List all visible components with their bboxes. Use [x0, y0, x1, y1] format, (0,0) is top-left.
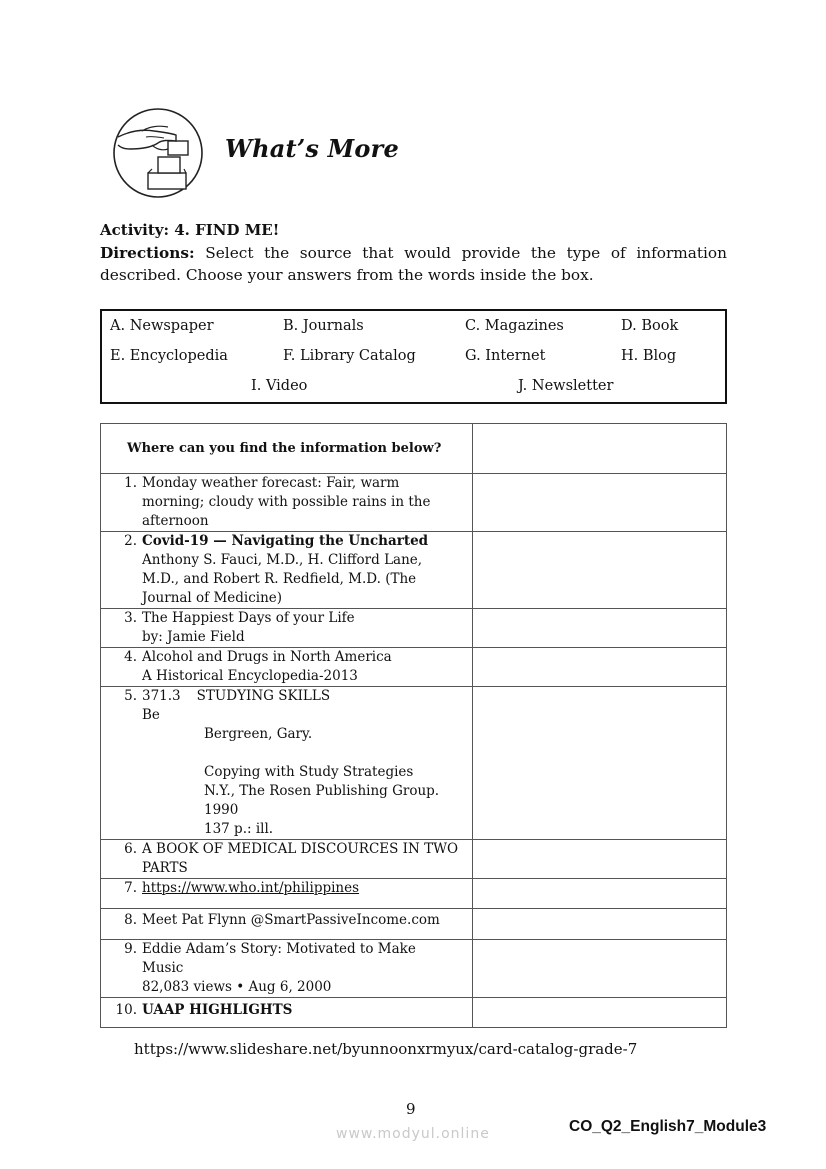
item-text: Music [142, 960, 184, 976]
choice-j: J. Newsletter [518, 378, 614, 394]
choice-b: B. Journals [283, 318, 364, 334]
call-number: 371.3 [142, 688, 181, 704]
item-number: 4. [124, 649, 137, 665]
module-code: CO_Q2_English7_Module3 [569, 1118, 767, 1135]
item-text: morning; cloudy with possible rains in the [142, 494, 431, 510]
table-row [101, 687, 727, 840]
source-url: https://www.slideshare.net/byunnoonxrmyux/card-catalog-grade-7 [134, 1040, 638, 1058]
activity-label: Activity: 4. FIND ME! [100, 221, 280, 239]
watermark: www.modyul.online [336, 1126, 490, 1142]
choice-f: F. Library Catalog [283, 348, 416, 364]
table-header: Where can you find the information below? [101, 424, 473, 474]
answer-cell[interactable] [472, 424, 726, 474]
table-row [101, 648, 727, 687]
list-item [101, 648, 472, 686]
hand-stacking-blocks-icon [112, 107, 204, 199]
table-row [101, 474, 727, 532]
item-text: The Happiest Days of your Life [142, 610, 355, 626]
table-row [101, 609, 727, 648]
item-text: afternoon [142, 513, 209, 529]
item-number: 9. [124, 941, 137, 957]
list-item [101, 909, 472, 930]
list-item [101, 879, 472, 898]
choice-h: H. Blog [621, 348, 677, 364]
item-number: 10. [115, 1002, 137, 1018]
directions [100, 242, 727, 286]
choice-e: E. Encyclopedia [110, 348, 228, 364]
item-text: Meet Pat Flynn @SmartPassiveIncome.com [142, 912, 440, 928]
item-text: Journal of Medicine) [142, 590, 283, 606]
list-item [101, 840, 472, 878]
item-number: 7. [124, 880, 137, 896]
catalog-year: 1990 [204, 802, 239, 818]
catalog-publisher: N.Y., The Rosen Publishing Group. [204, 783, 440, 799]
catalog-pages: 137 p.: ill. [204, 821, 274, 837]
list-item [101, 532, 472, 608]
answer-cell[interactable] [472, 909, 726, 940]
table-row [101, 879, 727, 909]
item-number: 6. [124, 841, 137, 857]
item-link[interactable]: https://www.who.int/philippines [142, 880, 360, 896]
list-item [101, 998, 472, 1020]
item-number: 2. [124, 533, 137, 549]
table-row [101, 532, 727, 609]
answer-cell[interactable] [472, 532, 726, 609]
item-text: A Historical Encyclopedia-2013 [142, 668, 358, 684]
answer-cell[interactable] [472, 474, 726, 532]
page-number: 9 [406, 1100, 416, 1118]
choice-g: G. Internet [465, 348, 546, 364]
choice-d: D. Book [621, 318, 679, 334]
table-row [101, 998, 727, 1028]
choice-a: A. Newspaper [110, 318, 214, 334]
answer-cell[interactable] [472, 840, 726, 879]
answer-cell[interactable] [472, 940, 726, 998]
item-text: A BOOK OF MEDICAL DISCOURCES IN TWO [142, 841, 459, 857]
answer-cell[interactable] [472, 609, 726, 648]
item-title: Covid-19 — Navigating the Uncharted [142, 533, 429, 549]
catalog-subject: STUDYING SKILLS [196, 688, 331, 704]
item-text: Monday weather forecast: Fair, warm [142, 475, 400, 491]
table-row [101, 909, 727, 940]
item-text: M.D., and Robert R. Redfield, M.D. (The [142, 571, 417, 587]
item-text: Anthony S. Fauci, M.D., H. Clifford Lane, [142, 552, 423, 568]
choice-c: C. Magazines [465, 318, 564, 334]
item-text: PARTS [142, 860, 188, 876]
section-title: What’s More [225, 134, 399, 163]
table-row [101, 840, 727, 879]
choices-box [100, 309, 727, 404]
item-text: Eddie Adam’s Story: Motivated to Make [142, 941, 416, 957]
directions-text: Select the source that would provide the type of information described. Choose your answers from the words inside the box. [100, 244, 727, 284]
question-table [100, 423, 727, 1028]
list-item [101, 609, 472, 647]
item-number: 8. [124, 912, 137, 928]
item-text: 82,083 views • Aug 6, 2000 [142, 979, 332, 995]
call-number-suffix: Be [142, 707, 160, 723]
answer-cell[interactable] [472, 687, 726, 840]
choice-i: I. Video [251, 378, 308, 394]
table-header-row [101, 424, 727, 474]
item-text: by: Jamie Field [142, 629, 245, 645]
item-title: UAAP HIGHLIGHTS [142, 1002, 293, 1018]
item-number: 3. [124, 610, 137, 626]
catalog-author: Bergreen, Gary. [204, 726, 313, 742]
item-number: 5. [124, 688, 137, 704]
answer-cell[interactable] [472, 648, 726, 687]
item-number: 1. [124, 475, 137, 491]
answer-cell[interactable] [472, 879, 726, 909]
catalog-title: Copying with Study Strategies [204, 764, 414, 780]
list-item [101, 940, 472, 997]
list-item [101, 687, 472, 839]
item-text: Alcohol and Drugs in North America [142, 649, 392, 665]
directions-label: Directions: [100, 244, 195, 262]
table-row [101, 940, 727, 998]
list-item [101, 474, 472, 531]
answer-cell[interactable] [472, 998, 726, 1028]
